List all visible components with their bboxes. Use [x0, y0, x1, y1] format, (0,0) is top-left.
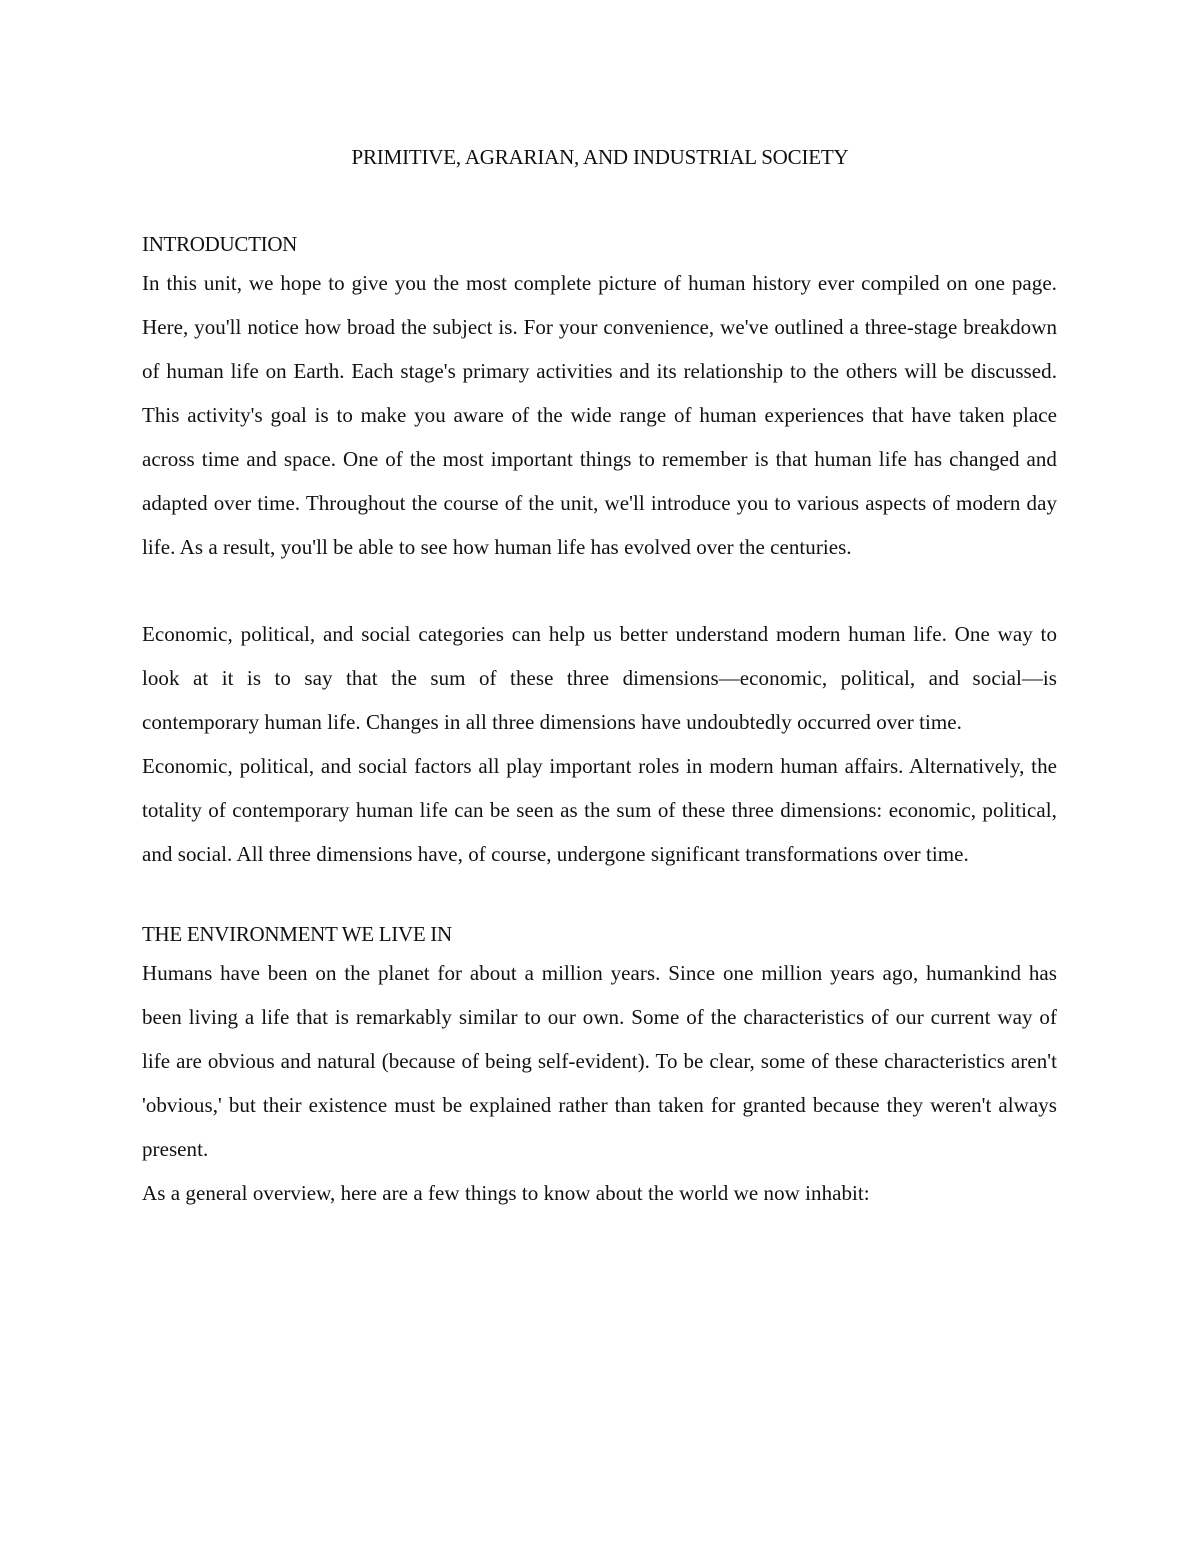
document-title: PRIMITIVE, AGRARIAN, AND INDUSTRIAL SOCIETY [351, 145, 849, 169]
paragraph-environment-2: As a general overview, here are a few things to know about the world we now inhabit: [142, 1181, 870, 1205]
paragraph-environment-1: Humans have been on the planet for about a million years. Since one million years ago, humankind has been living a life that is remarkably similar to our own. Some of the characteristics of our current way of life are obvious and natural (because of being self-evident). To be clear, some of these characteristics aren't 'obvious,' but their existence must be explained rather than taken for granted because they weren't always present. [142, 961, 1057, 1161]
section-heading-introduction: INTRODUCTION [142, 232, 298, 256]
document-body [142, 228, 1057, 1215]
paragraph-introduction-3: Economic, political, and social factors all play important roles in modern human affairs. Alternatively, the totality of contemporary human life can be seen as the sum of these three dimensions: economic, political, and social. All three dimensions have, of course, undergone significant transformations over time. [142, 754, 1057, 866]
paragraph-introduction-2: Economic, political, and social categories can help us better understand modern human life. One way to look at it is to say that the sum of these three dimensions—economic, political, and social—is contemporary human life. Changes in all three dimensions have undoubtedly occurred over time. [142, 622, 1057, 734]
paragraph-spacer [142, 569, 1057, 612]
section-heading-environment: THE ENVIRONMENT WE LIVE IN [142, 922, 452, 946]
section-spacer [142, 876, 1057, 918]
paragraph-introduction-1: In this unit, we hope to give you the most complete picture of human history ever compiled on one page. Here, you'll notice how broad the subject is. For your convenience, we've outlined a three-stage breakdown of human life on Earth. Each stage's primary activities and its relationship to the others will be discussed. This activity's goal is to make you aware of the wide range of human experiences that have taken place across time and space. One of the most important things to remember is that human life has changed and adapted over time. Throughout the course of the unit, we'll introduce you to various aspects of modern day life. As a result, you'll be able to see how human life has evolved over the centuries. [142, 271, 1057, 559]
